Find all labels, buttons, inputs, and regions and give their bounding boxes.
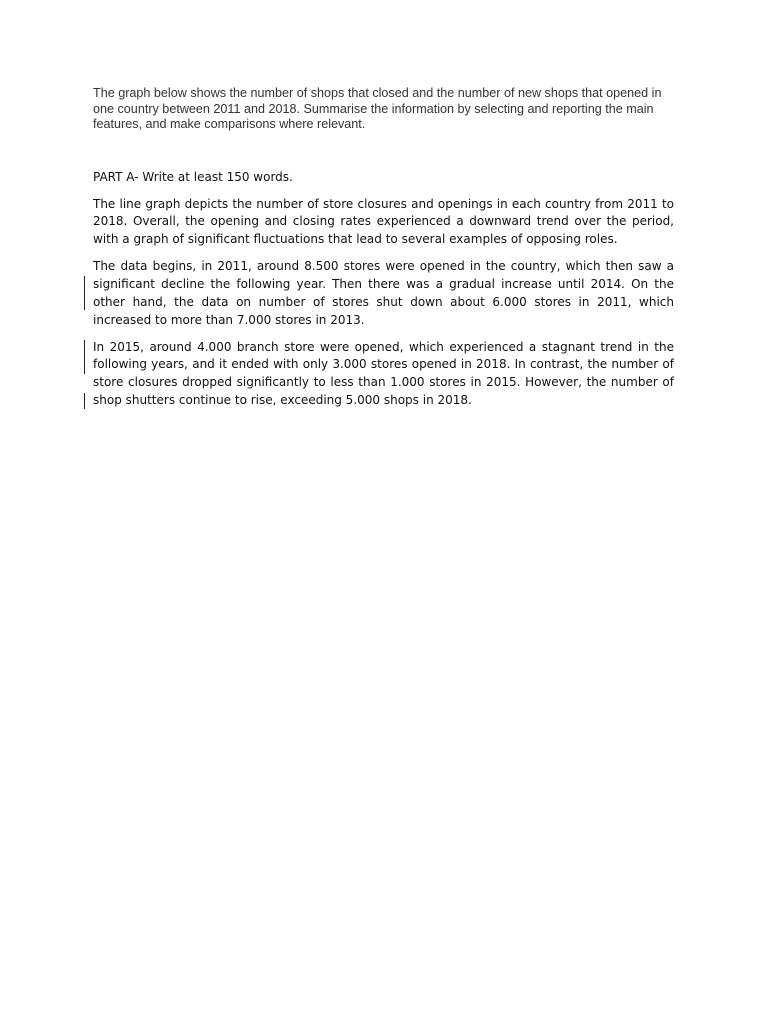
essay-paragraph-1: The line graph depicts the number of store closures and openings in each country from 2011 to 2018. Overall, the opening and closing rates experienced a downward trend over the period, with a graph of significant fluctuations that lead to several examples of opposing roles. [93,196,674,247]
essay-heading: PART A- Write at least 150 words. [93,170,293,184]
revision-change-bar [84,393,85,409]
essay-paragraph-2: The data begins, in 2011, around 8.500 stores were opened in the country, which then saw a significant decline the following year. Then there was a gradual increase until 2014. On the other hand, the data on number of stores shut down about 6.000 stores in 2011, which increased to more than 7.000 stores in 2013. [93,259,674,327]
essay-body [93,169,674,419]
essay-paragraph-3: In 2015, around 4.000 branch store were opened, which experienced a stagnant trend in the following years, and it ended with only 3.000 stores opened in 2018. In contrast, the number of store closures dropped significantly to less than 1.000 stores in 2015. However, the number of shop shutters continue to rise, exceeding 5.000 shops in 2018. [93,339,674,407]
revision-change-bar [84,340,85,374]
task-prompt: The graph below shows the number of shops that closed and the number of new shops that opened in one country between 2011 and 2018. Summarise the information by selecting and reporting the main features, and make comparisons where relevant. [93,86,662,131]
revision-change-bar [84,276,85,310]
